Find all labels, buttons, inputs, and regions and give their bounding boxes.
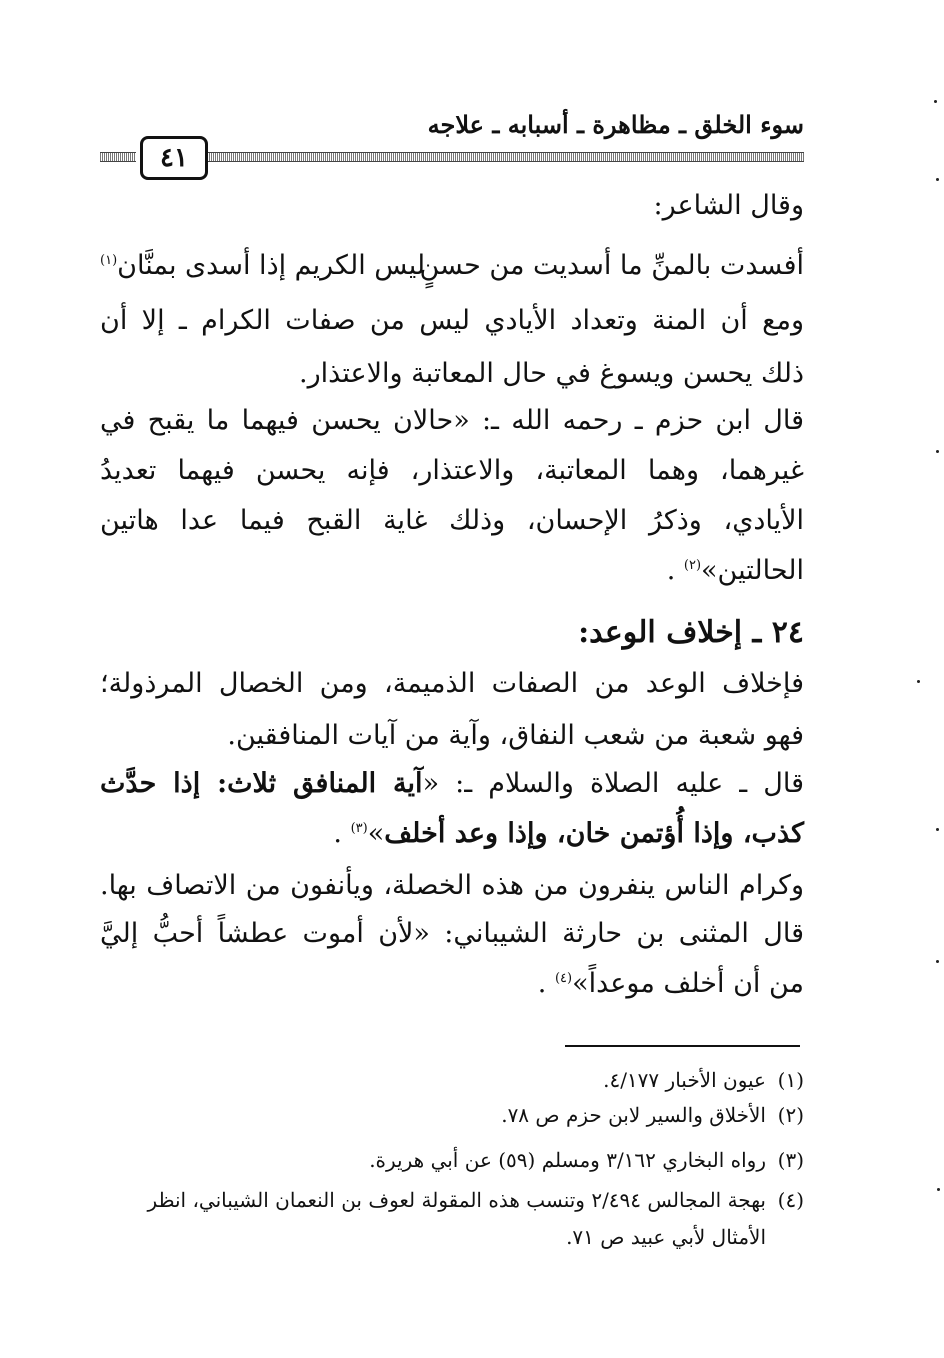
footnote — [369, 1148, 804, 1172]
scan-speck — [936, 450, 939, 453]
header-rule — [205, 152, 804, 162]
poet-intro: وقال الشاعر: — [653, 190, 804, 221]
hadith-line — [100, 768, 804, 799]
scan-speck — [936, 828, 939, 831]
paragraph-text: من أن أخلف موعداً» — [572, 968, 804, 999]
footnote-ref-3: (٣) — [350, 821, 368, 836]
scan-speck — [936, 178, 939, 181]
paragraph-line: وكرام الناس ينفرون من هذه الخصلة، ويأنفون من الاتصاف بها. — [100, 870, 804, 901]
running-title: سوء الخلق ـ مظاهرة ـ أسبابه ـ علاجه — [427, 110, 804, 139]
footnote-text: رواه البخاري ٣/١٦٢ ومسلم (٥٩) عن أبي هريرة. — [369, 1148, 766, 1172]
quote-close: » — [367, 818, 385, 849]
footnote-ref-4: (٤) — [554, 971, 573, 986]
paragraph-line: ذلك يحسن ويسوغ في حال المعاتبة والاعتذار. — [299, 358, 804, 389]
footnote-text: الأخلاق والسير لابن حزم ص ٧٨. — [501, 1103, 766, 1127]
scan-speck — [917, 680, 920, 683]
period: . — [537, 968, 555, 999]
footnote-text: بهجة المجالس ٢/٤٩٤ وتنسب هذه المقولة لعوف بن النعمان الشيباني، انظر — [147, 1188, 766, 1212]
period: . — [333, 818, 351, 849]
verse-first-hemistich: أفسدت بالمنِّ ما أسديت من حسنٍ — [419, 250, 804, 281]
page-number: ٤١ — [140, 136, 208, 180]
scan-speck — [936, 960, 939, 963]
footnote-number: (٢) — [777, 1103, 804, 1127]
hadith-line — [333, 818, 804, 849]
scan-speck — [934, 100, 937, 103]
section-heading: ٢٤ ـ إخلاف الوعد: — [578, 615, 804, 650]
period: . — [666, 555, 684, 586]
footnote-ref-1: (١) — [100, 253, 118, 268]
footnote — [603, 1068, 804, 1092]
hadith-text: كذب، وإذا أُؤتمن خان، وإذا وعد أخلف — [384, 818, 804, 849]
footnote-number: (١) — [777, 1068, 804, 1092]
hadith-text: آية المنافق ثلاث: إذا حدَّث — [100, 768, 423, 799]
footnote-continuation: الأمثال لأبي عبيد ص ٧١. — [566, 1225, 766, 1249]
footnote-text: عيون الأخبار ٤/١٧٧. — [603, 1068, 766, 1092]
paragraph-line: فهو شعبة من شعب النفاق، وآية من آيات المنافقين. — [227, 720, 804, 751]
paragraph-line: قال المثنى بن حارثة الشيباني: «لأن أموت عطشاً أحبُّ إليَّ — [100, 918, 804, 949]
footnote — [148, 1188, 804, 1212]
paragraph-line — [538, 968, 804, 999]
paragraph-line: ومع أن المنة وتعداد الأيادي ليس من صفات الكرام ـ إلا أن — [100, 305, 804, 336]
hadith-intro: قال ـ عليه الصلاة والسلام ـ: « — [422, 768, 805, 799]
footnote-number: (٣) — [777, 1148, 804, 1172]
footnote-number: (٤) — [777, 1188, 804, 1212]
paragraph-line: غيرهما، وهما المعاتبة، والاعتذار، فإنه يحسن فيهما تعديدُ — [100, 455, 804, 486]
header-rule-left — [100, 152, 136, 162]
footnote-separator — [565, 1045, 800, 1047]
verse-second-hemistich — [100, 250, 425, 281]
paragraph-line: فإخلاف الوعد من الصفات الذميمة، ومن الخصال المرذولة؛ — [100, 668, 804, 699]
paragraph-line — [667, 555, 804, 586]
paragraph-text: الحالتين» — [701, 555, 804, 586]
verse-second-text: ليس الكريم إذا أسدى بمنَّان — [117, 250, 426, 281]
footnote-ref-2: (٢) — [683, 558, 702, 573]
footnote — [501, 1103, 804, 1127]
paragraph-line: الأيادي، وذكرُ الإحسان، وذلك غاية القبح فيما عدا هاتين — [100, 505, 804, 536]
scan-speck — [937, 1188, 940, 1191]
paragraph-line: قال ابن حزم ـ رحمه الله ـ: «حالان يحسن فيهما ما يقبح في — [100, 405, 804, 436]
